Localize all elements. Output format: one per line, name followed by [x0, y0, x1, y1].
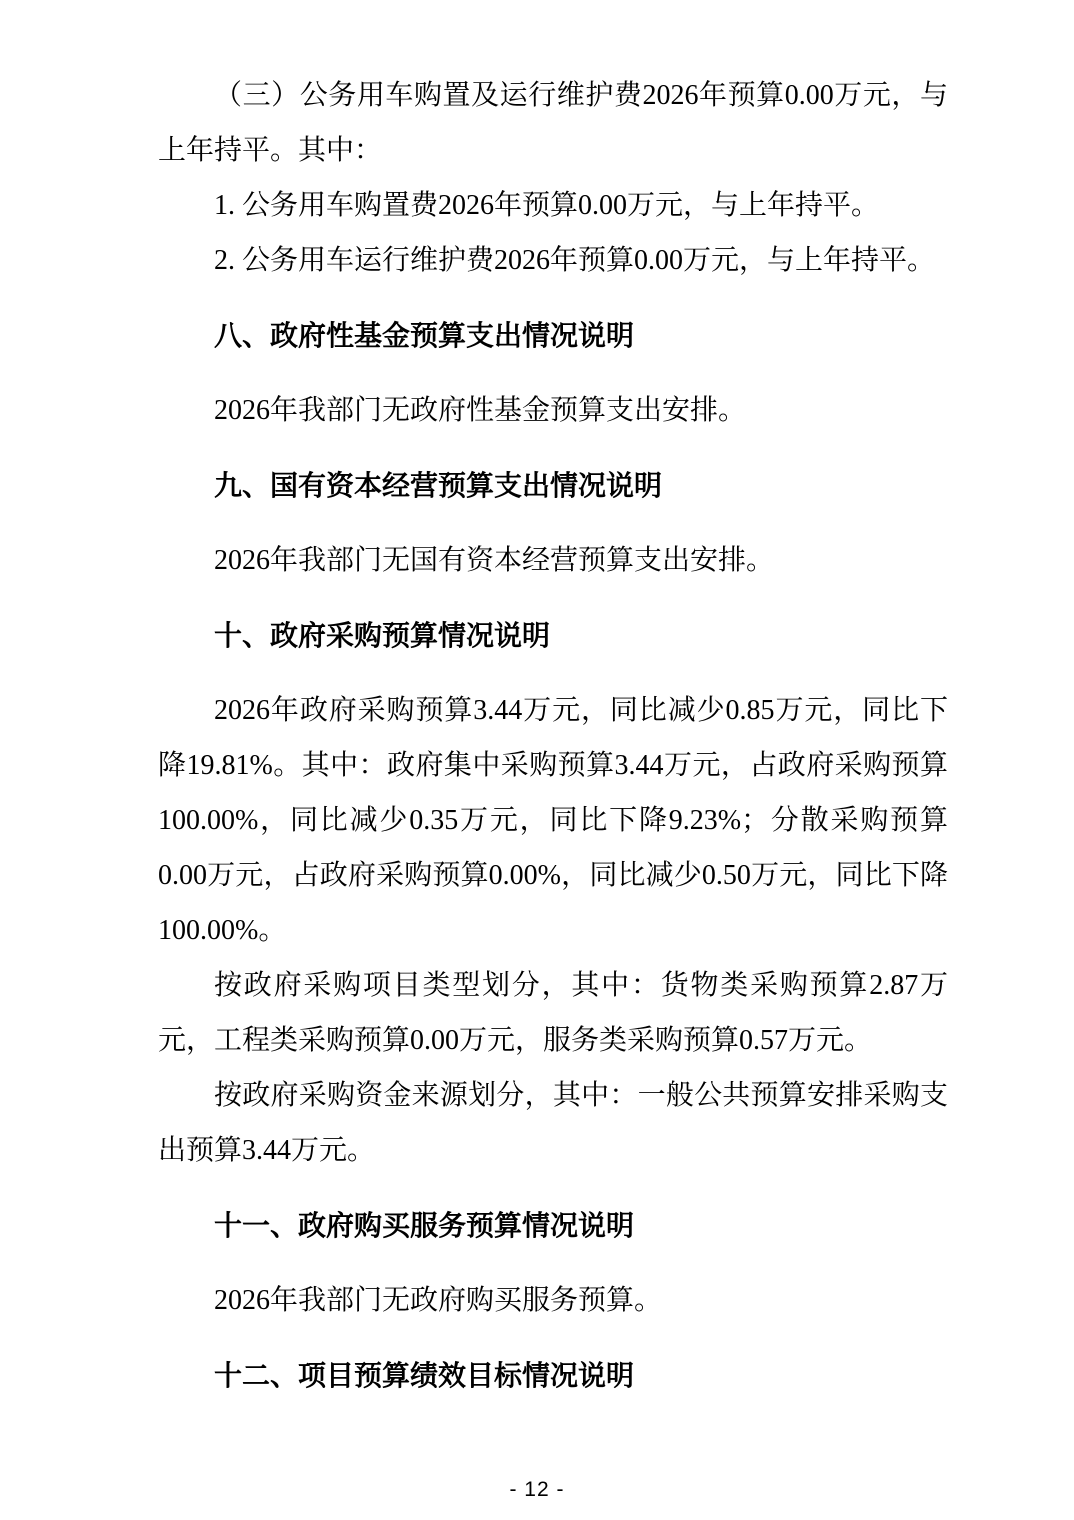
section-heading-performance-targets: 十二、项目预算绩效目标情况说明	[214, 1360, 635, 1391]
paragraph-state-capital	[158, 533, 948, 588]
paragraph-line: 2026年政府采购预算3.44万元，同比减少0.85万元，同比下	[214, 695, 948, 726]
paragraph-government-funds	[158, 383, 948, 438]
section-heading-state-capital: 九、国有资本经营预算支出情况说明	[214, 470, 663, 501]
paragraph-line: 出预算3.44万元。	[158, 1135, 376, 1166]
paragraph-purchased-services	[158, 1273, 948, 1328]
section-heading-procurement: 十、政府采购预算情况说明	[214, 620, 551, 651]
paragraph-line: 降19.81%。其中：政府集中采购预算3.44万元，占政府采购预算	[158, 750, 948, 781]
page-number: - 12 -	[509, 1478, 565, 1501]
paragraph-vehicle-budget	[158, 68, 948, 178]
paragraph-line: 100.00%，同比减少0.35万元，同比下降9.23%；分散采购预算	[158, 805, 948, 836]
section-heading-government-funds: 八、政府性基金预算支出情况说明	[214, 320, 635, 351]
paragraph-procurement-overview	[158, 683, 948, 958]
paragraph-line: 100.00%。	[158, 915, 287, 946]
page-footer	[0, 1477, 1074, 1503]
paragraph-line: （三）公务用车购置及运行维护费2026年预算0.00万元，与	[214, 80, 948, 111]
paragraph-line: 按政府采购资金来源划分，其中：一般公共预算安排采购支	[214, 1080, 948, 1111]
paragraph-line: 2026年我部门无政府购买服务预算。	[214, 1285, 663, 1316]
paragraph-procurement-by-type	[158, 958, 948, 1068]
paragraph-line: 2. 公务用车运行维护费2026年预算0.00万元，与上年持平。	[214, 245, 936, 276]
paragraph-line: 1. 公务用车购置费2026年预算0.00万元，与上年持平。	[214, 190, 880, 221]
paragraph-vehicle-purchase	[158, 178, 948, 233]
paragraph-line: 2026年我部门无国有资本经营预算支出安排。	[214, 545, 775, 576]
paragraph-line: 上年持平。其中：	[158, 135, 383, 166]
paragraph-line: 元，工程类采购预算0.00万元，服务类采购预算0.57万元。	[158, 1025, 873, 1056]
section-heading-purchased-services: 十一、政府购买服务预算情况说明	[214, 1210, 635, 1241]
paragraph-procurement-by-source	[158, 1068, 948, 1178]
document-body	[158, 68, 948, 1423]
paragraph-vehicle-maintenance	[158, 233, 948, 288]
paragraph-line: 0.00万元，占政府采购预算0.00%，同比减少0.50万元，同比下降	[158, 860, 948, 891]
paragraph-line: 2026年我部门无政府性基金预算支出安排。	[214, 395, 747, 426]
paragraph-line: 按政府采购项目类型划分，其中：货物类采购预算2.87万	[214, 970, 948, 1001]
